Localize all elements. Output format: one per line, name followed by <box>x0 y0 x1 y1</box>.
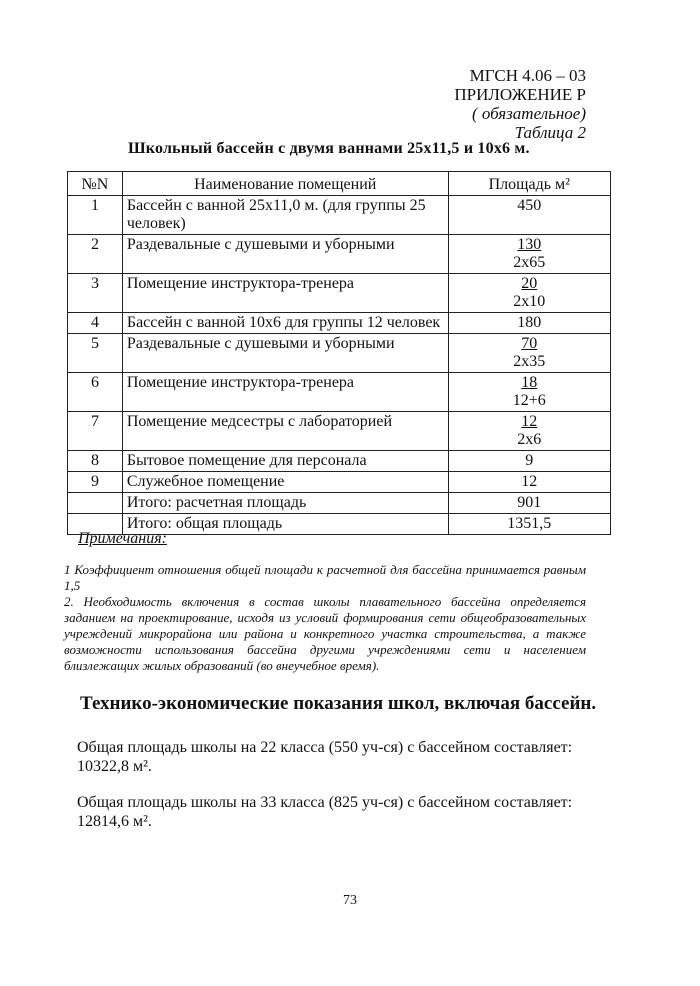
row-number: 5 <box>68 334 123 373</box>
room-name: Помещение медсестры с лабораторией <box>122 412 448 451</box>
header-area: Площадь м² <box>448 172 610 196</box>
mandatory-label: ( обязательное) <box>471 104 586 123</box>
room-name: Бассейн с ванной 10х6 для группы 12 человек <box>122 313 448 334</box>
room-name: Служебное помещение <box>122 472 448 493</box>
room-area <box>448 451 610 472</box>
room-area <box>448 412 610 451</box>
room-name: Помещение инструктора-тренера <box>122 274 448 313</box>
table-row <box>68 412 611 451</box>
area-value: 70 <box>521 335 538 352</box>
standard-code: МГСН 4.06 – 03 <box>469 66 586 85</box>
area-breakdown: 2х6 <box>517 431 542 448</box>
area-value: 12 <box>521 413 538 430</box>
total-value: 1351,5 <box>448 514 610 535</box>
room-name: Помещение инструктора-тренера <box>122 373 448 412</box>
total-label: Итого: расчетная площадь <box>122 493 448 514</box>
total-row <box>68 493 611 514</box>
room-area <box>448 196 610 235</box>
row-number: 6 <box>68 373 123 412</box>
room-name: Раздевальные с душевыми и уборными <box>122 235 448 274</box>
table-row <box>68 313 611 334</box>
header-name: Наименование помещений <box>122 172 448 196</box>
row-number: 2 <box>68 235 123 274</box>
room-name: Бытовое помещение для персонала <box>122 451 448 472</box>
row-number: 7 <box>68 412 123 451</box>
row-number: 9 <box>68 472 123 493</box>
header-num: №N <box>68 172 123 196</box>
section-title: Технико-экономические показания школ, включая бассейн. <box>80 693 597 714</box>
row-number: 8 <box>68 451 123 472</box>
notes <box>64 562 586 674</box>
area-value: 9 <box>525 452 534 469</box>
document-header <box>454 66 586 142</box>
room-area <box>448 373 610 412</box>
row-number: 3 <box>68 274 123 313</box>
area-breakdown: 12+6 <box>512 392 546 409</box>
table-row <box>68 235 611 274</box>
notes-title: Примечания: <box>78 530 167 547</box>
area-breakdown: 2х65 <box>513 254 546 271</box>
page-number: 73 <box>343 893 357 908</box>
area-value: 180 <box>517 314 542 331</box>
table-row <box>68 451 611 472</box>
paragraph: Общая площадь школы на 22 класса (550 уч-ся) с бассейном составляет: 10322,8 м². <box>77 739 573 775</box>
area-breakdown: 2х35 <box>513 353 546 370</box>
table-label: Таблица 2 <box>514 123 586 142</box>
table-title: Школьный бассейн с двумя ваннами 25х11,5 и 10х6 м. <box>128 140 530 157</box>
total-label: Итого: общая площадь <box>122 514 448 535</box>
total-value: 901 <box>448 493 610 514</box>
row-number: 1 <box>68 196 123 235</box>
area-value: 20 <box>521 275 538 292</box>
row-number: 4 <box>68 313 123 334</box>
paragraph: Общая площадь школы на 33 класса (825 уч-ся) с бассейном составляет: 12814,6 м². <box>77 794 573 830</box>
area-breakdown: 2х10 <box>513 293 546 310</box>
room-area <box>448 334 610 373</box>
table-header-row <box>68 172 611 196</box>
rooms-table <box>67 171 611 535</box>
table-row <box>68 274 611 313</box>
table-row <box>68 373 611 412</box>
room-name: Бассейн с ванной 25х11,0 м. (для группы 25 человек) <box>122 196 448 235</box>
area-value: 450 <box>517 197 542 214</box>
area-value: 12 <box>521 473 538 490</box>
room-area <box>448 274 610 313</box>
area-value: 130 <box>517 236 542 253</box>
appendix-label: ПРИЛОЖЕНИЕ Р <box>454 85 586 104</box>
room-area <box>448 472 610 493</box>
table-row <box>68 334 611 373</box>
table-row <box>68 196 611 235</box>
room-name: Раздевальные с душевыми и уборными <box>122 334 448 373</box>
table-row <box>68 472 611 493</box>
note-item: 1 Коэффициент отношения общей площади к расчетной для бассейна принимается равным 1,5 <box>64 562 586 593</box>
room-area <box>448 235 610 274</box>
area-value: 18 <box>521 374 538 391</box>
room-area <box>448 313 610 334</box>
note-item: 2. Необходимость включения в состав школы плавательного бассейна определяется заданием на проектирование, исходя из условий формирования сети общеобразовательных учреждений микрорайона или района и конкретного участка строительства, а также возможности использования бассейна другими учреждениями сети и населением близлежащих жилых образований (во внеучебное время). <box>64 594 586 673</box>
